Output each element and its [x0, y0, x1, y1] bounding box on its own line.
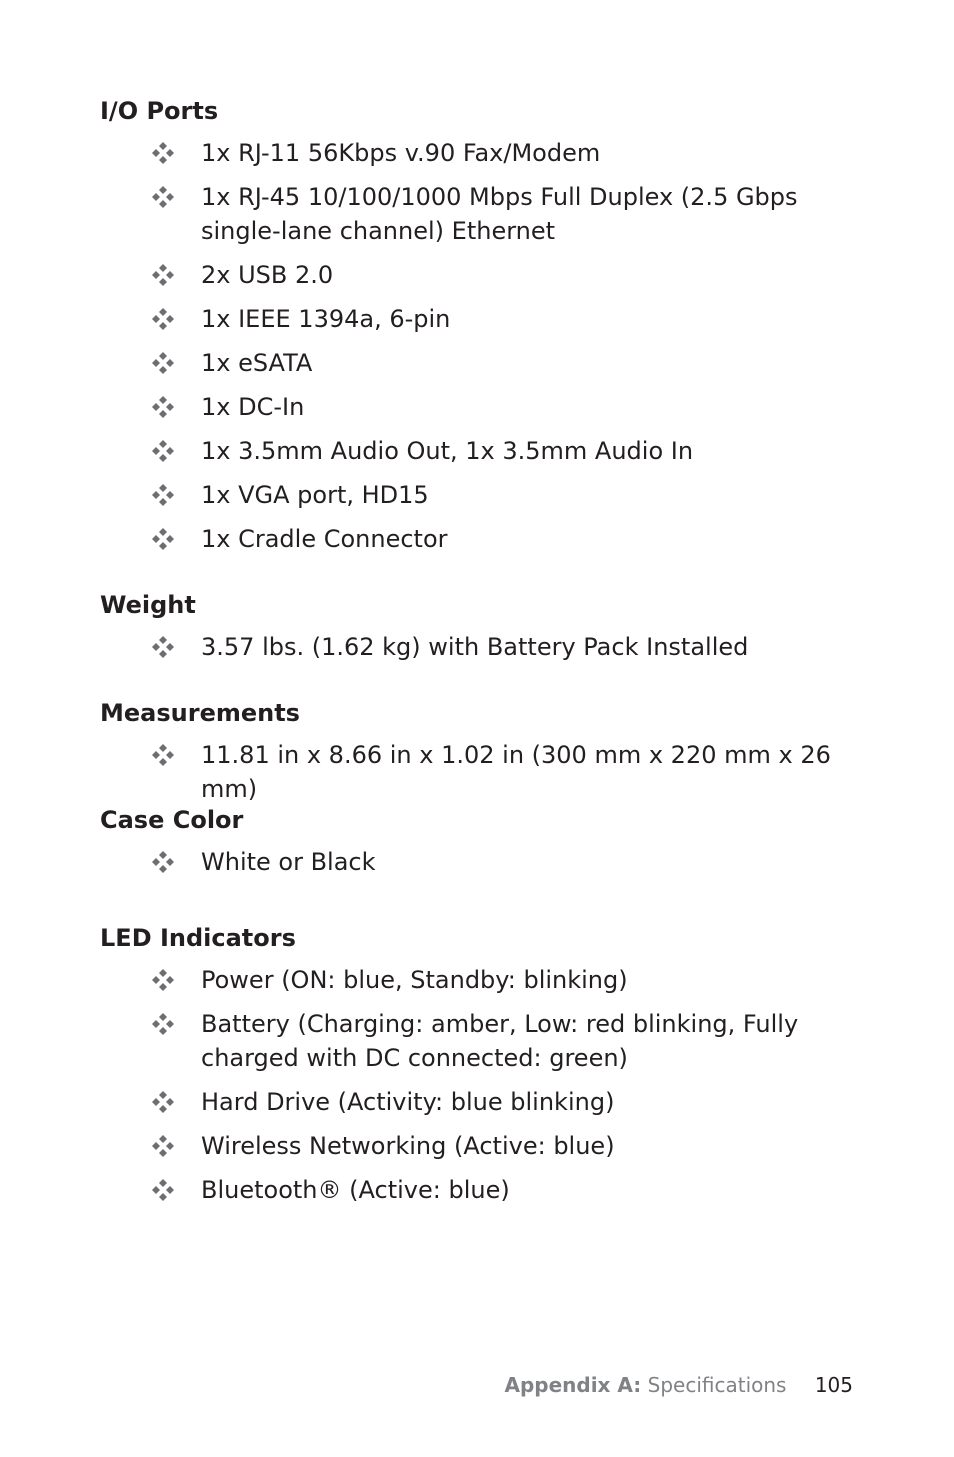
list-item [100, 258, 880, 292]
four-diamond-bullet-icon [151, 1134, 175, 1158]
page-number: 105 [814, 1373, 853, 1397]
item-text: White or Black [201, 848, 376, 876]
section-heading: Measurements [100, 699, 300, 727]
list-item [100, 434, 880, 468]
item-text: 1x RJ-11 56Kbps v.90 Fax/Modem [201, 139, 601, 167]
four-diamond-bullet-icon [151, 307, 175, 331]
item-list [100, 845, 880, 879]
four-diamond-bullet-icon [151, 483, 175, 507]
item-text: Hard Drive (Activity: blue blinking) [201, 1088, 615, 1116]
four-diamond-bullet-icon [151, 185, 175, 209]
list-item [100, 1085, 880, 1119]
section-heading: LED Indicators [100, 924, 296, 952]
section-io-ports [100, 96, 880, 556]
item-text: Bluetooth® (Active: blue) [201, 1176, 510, 1204]
page-footer [504, 1371, 853, 1399]
four-diamond-bullet-icon [151, 743, 175, 767]
four-diamond-bullet-icon [151, 1012, 175, 1036]
footer-appendix-label: Appendix A: [504, 1373, 642, 1397]
item-list [100, 630, 880, 664]
four-diamond-bullet-icon [151, 395, 175, 419]
footer-section-title: Specifications [647, 1373, 787, 1397]
section-heading: Case Color [100, 806, 244, 834]
list-item [100, 180, 880, 248]
four-diamond-bullet-icon [151, 351, 175, 375]
list-item [100, 1129, 880, 1163]
item-text: 1x 3.5mm Audio Out, 1x 3.5mm Audio In [201, 437, 694, 465]
item-text: 1x eSATA [201, 349, 313, 377]
list-item [100, 136, 880, 170]
list-item [100, 738, 880, 806]
item-text: 2x USB 2.0 [201, 261, 334, 289]
item-text: 1x Cradle Connector [201, 525, 448, 553]
item-text: Power (ON: blue, Standby: blinking) [201, 966, 628, 994]
four-diamond-bullet-icon [151, 527, 175, 551]
section-measurements [100, 698, 880, 806]
list-item [100, 478, 880, 512]
four-diamond-bullet-icon [151, 439, 175, 463]
section-case-color [100, 805, 880, 879]
list-item [100, 1173, 880, 1207]
item-text: 1x VGA port, HD15 [201, 481, 429, 509]
list-item [100, 522, 880, 556]
list-item [100, 630, 880, 664]
list-item [100, 346, 880, 380]
item-list [100, 963, 880, 1207]
item-text: 1x DC-In [201, 393, 305, 421]
list-item [100, 845, 880, 879]
item-text: Battery (Charging: amber, Low: red blinking, Fully charged with DC connected: green) [201, 1010, 799, 1072]
section-weight [100, 590, 880, 664]
item-text: Wireless Networking (Active: blue) [201, 1132, 615, 1160]
list-item [100, 302, 880, 336]
four-diamond-bullet-icon [151, 263, 175, 287]
list-item [100, 963, 880, 997]
item-list [100, 136, 880, 556]
section-led-indicators [100, 923, 880, 1207]
item-text: 1x RJ-45 10/100/1000 Mbps Full Duplex (2.5 Gbps single-lane channel) Ethernet [201, 183, 798, 245]
item-text: 11.81 in x 8.66 in x 1.02 in (300 mm x 220 mm x 26 mm) [201, 741, 831, 803]
four-diamond-bullet-icon [151, 141, 175, 165]
four-diamond-bullet-icon [151, 850, 175, 874]
section-heading: I/O Ports [100, 97, 219, 125]
item-text: 1x IEEE 1394a, 6-pin [201, 305, 451, 333]
section-heading: Weight [100, 591, 196, 619]
four-diamond-bullet-icon [151, 968, 175, 992]
list-item [100, 1007, 880, 1075]
item-list [100, 738, 880, 806]
four-diamond-bullet-icon [151, 1178, 175, 1202]
list-item [100, 390, 880, 424]
four-diamond-bullet-icon [151, 635, 175, 659]
item-text: 3.57 lbs. (1.62 kg) with Battery Pack Installed [201, 633, 749, 661]
four-diamond-bullet-icon [151, 1090, 175, 1114]
